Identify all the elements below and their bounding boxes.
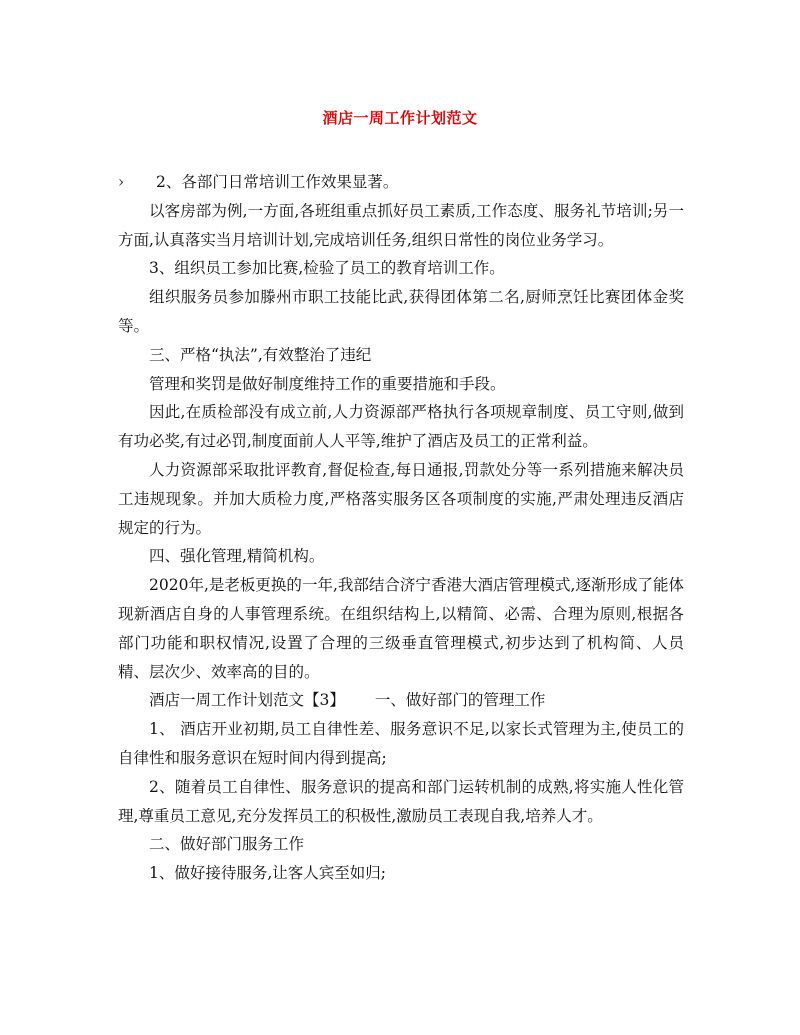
document-body: [118, 168, 684, 888]
bullet-marker: ›: [118, 173, 125, 191]
paragraph: 以客房部为例,一方面,各班组重点抓好员工素质,工作态度、服务礼节培训;另一方面,认真落实当月培训计划,完成培训任务,组织日常性的岗位业务学习。: [118, 201, 684, 249]
paragraph: [118, 168, 684, 197]
sub-title: 酒店一周工作计划范文【3】: [149, 691, 345, 710]
paragraph: 因此,在质检部没有成立前,人力资源部严格执行各项规章制度、员工守则,做到有功必奖,有过必罚,制度面前人人平等,维护了酒店及员工的正常利益。: [118, 403, 684, 451]
paragraph: 2020年,是老板更换的一年,我部结合济宁香港大酒店管理模式,逐渐形成了能体现新酒店自身的人事管理系统。在组织结构上,以精简、必需、合理为原则,根据各部门功能和职权情况,设置了合理的三级垂直管理模式,初步达到了机构简、人员精、层次少、效率高的目的。: [118, 576, 684, 681]
paragraph: 3、组织员工参加比赛,检验了员工的教育培训工作。: [149, 259, 505, 278]
section-heading: 三、严格“执法”,有效整治了违纪: [149, 345, 372, 364]
section-heading: 一、做好部门的管理工作: [374, 691, 546, 710]
section-heading: 四、强化管理,精简机构。: [149, 547, 325, 566]
paragraph: [118, 686, 684, 715]
paragraph: 管理和奖罚是做好制度维持工作的重要措施和手段。: [149, 374, 506, 393]
paragraph: 1、 酒店开业初期,员工自律性差、服务意识不足,以家长式管理为主,使员工的自律性和服务意识在短时间内得到提高;: [118, 720, 684, 767]
document-title: 酒店一周工作计划范文: [322, 109, 478, 127]
section-heading: 二、做好部门服务工作: [149, 835, 305, 854]
paragraph: 1、做好接待服务,让客人宾至如归;: [149, 864, 387, 883]
paragraph-text: 2、各部门日常培训工作效果显著。: [156, 173, 399, 191]
paragraph: 人力资源部采取批评教育,督促检查,每日通报,罚款处分等一系列措施来解决员工违规现象。并加大质检力度,严格落实服务区各项制度的实施,严肃处理违反酒店规定的行为。: [118, 460, 684, 537]
paragraph: 2、随着员工自律性、服务意识的提高和部门运转机制的成熟,将实施人性化管理,尊重员工意见,充分发挥员工的积极性,激励员工表现自我,培养人才。: [118, 777, 684, 825]
paragraph: 组织服务员参加滕州市职工技能比武,获得团体第二名,厨师烹饪比赛团体金奖等。: [118, 288, 684, 335]
